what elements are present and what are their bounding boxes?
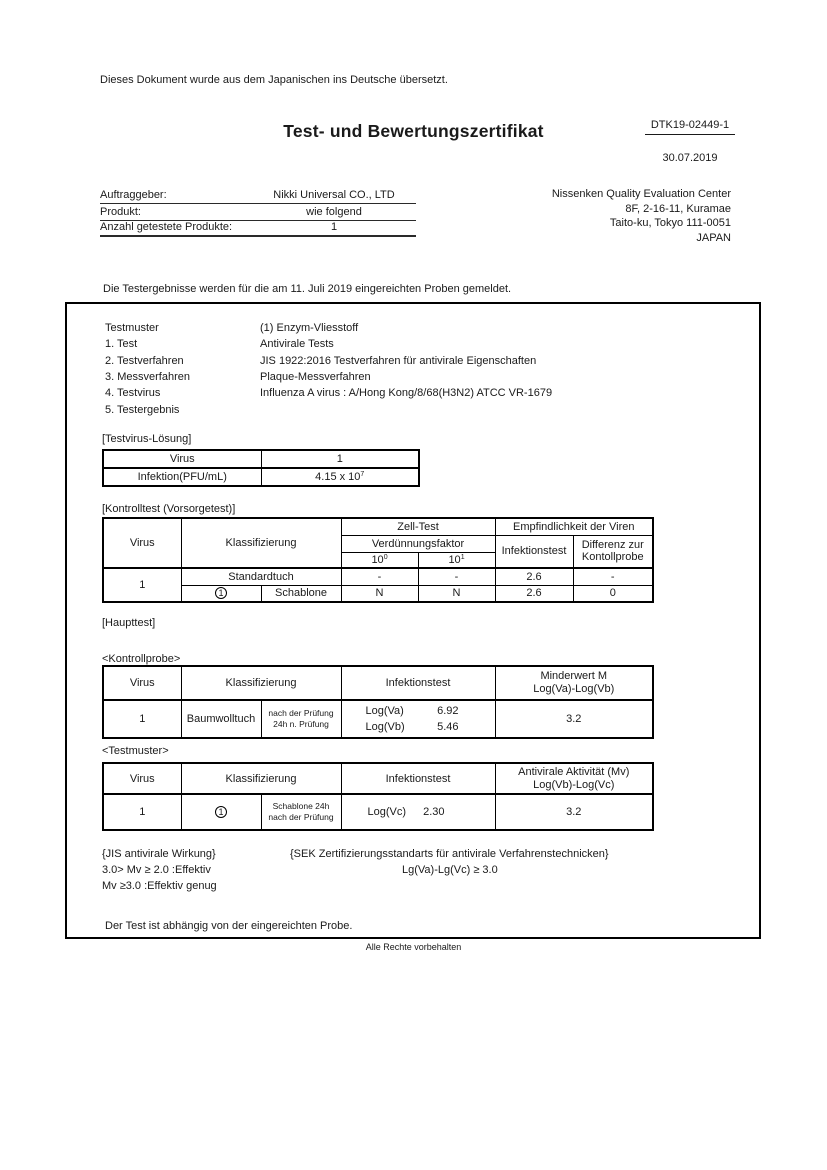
ts-cell-virus: 1 <box>103 794 181 830</box>
dilution-exp: 0 <box>383 553 388 561</box>
cp-cell-diff: 0 <box>573 585 653 602</box>
cs-condition-line2: 24h n. Prüfung <box>273 719 329 729</box>
client-label: Auftraggeber: <box>100 189 167 202</box>
sek-note-title: {SEK Zertifizierungsstandarts für antivirale Verfahrenstechnicken} <box>290 848 609 860</box>
issuer-address-line2: Taito-ku, Tokyo 111-0051 <box>609 217 731 230</box>
cs-header-klass: Klassifizierung <box>181 666 341 700</box>
disclaimer-line: Der Test ist abhängig von der eingereichten Probe. <box>105 920 353 932</box>
cs-header-virus: Virus <box>103 666 181 700</box>
cs-cell-inf <box>341 700 495 738</box>
cs-inf-value2: 5.46 <box>437 721 459 733</box>
specimen-info <box>105 320 725 418</box>
vs-virus-header: Virus <box>103 450 261 468</box>
issuer-address <box>491 187 731 245</box>
translation-note: Dieses Dokument wurde aus dem Japanischen ins Deutsche übersetzt. <box>100 74 448 86</box>
virus-solution-table <box>102 449 420 487</box>
cs-cell-result: 3.2 <box>495 700 653 738</box>
dilution-exp: 1 <box>460 553 465 561</box>
spec-label: 2. Testverfahren <box>105 354 184 367</box>
cs-condition-line1: nach der Prüfung <box>268 708 334 718</box>
cs-inf-label2: Log(Vb) <box>365 721 405 733</box>
spec-row <box>105 336 725 352</box>
page-title: Test- und Bewertungszertifikat <box>283 121 544 141</box>
cp-cell-d2: - <box>418 568 495 585</box>
spec-row <box>105 401 725 417</box>
client-value: 1 <box>330 221 338 234</box>
spec-label: 3. Messverfahren <box>105 371 190 384</box>
ts-cell-inf <box>341 794 495 830</box>
spec-row <box>105 369 725 385</box>
cp-header-empfindlichkeit: Empfindlichkeit der Viren <box>495 518 653 535</box>
cp-cell-d1: N <box>341 585 418 602</box>
cp-cell-virus: 1 <box>103 568 181 602</box>
ts-header-virus: Virus <box>103 763 181 794</box>
ts-condition-line1: Schablone 24h <box>272 801 330 811</box>
control-pretest-table <box>102 517 654 603</box>
sek-note-line1: Lg(Va)-Lg(Vc) ≥ 3.0 <box>402 864 498 876</box>
cs-header-result <box>495 666 653 700</box>
cp-cell-mark <box>181 585 261 602</box>
main-test-section-label: [Haupttest] <box>102 617 156 629</box>
cp-cell-inf: 2.6 <box>495 585 573 602</box>
client-info <box>100 188 416 237</box>
vs-infection-label: Infektion(PFU/mL) <box>103 468 261 486</box>
cs-inf-row2 <box>344 719 493 735</box>
ts-inf-value: 2.30 <box>423 806 445 818</box>
circled-1-icon: 1 <box>215 806 227 818</box>
ts-inf-row <box>344 806 493 818</box>
spec-row <box>105 385 725 401</box>
client-row-anzahl <box>100 221 416 237</box>
jis-note-line2: Mv ≥3.0 :Effektiv genug <box>102 880 217 892</box>
vs-infection-base: 4.15 x 10 <box>315 471 361 483</box>
spec-label: Testmuster <box>105 322 159 335</box>
document-date: 30.07.2019 <box>662 152 718 164</box>
cs-header-inf: Infektionstest <box>341 666 495 700</box>
jis-note-title: {JIS antivirale Wirkung} <box>102 848 216 860</box>
ts-header-klass: Klassifizierung <box>181 763 341 794</box>
spec-row <box>105 353 725 369</box>
document-number: DTK19-02449-1 <box>645 119 735 135</box>
ts-inf-label: Log(Vc) <box>367 806 407 818</box>
cp-header-dilution-1 <box>418 552 495 568</box>
spec-value: JIS 1922:2016 Testverfahren für antivirale Eigenschaften <box>260 354 537 367</box>
dilution-base: 10 <box>371 553 384 566</box>
rights-reserved-line: Alle Rechte vorbehalten <box>365 942 462 952</box>
client-label: Anzahl getestete Produkte: <box>100 221 233 234</box>
spec-label: 4. Testvirus <box>105 387 161 400</box>
spec-row <box>105 320 725 336</box>
control-pretest-section-label: [Kontrolltest (Vorsorgetest)] <box>102 503 236 515</box>
circled-1-icon: 1 <box>215 587 227 599</box>
test-sample-table <box>102 762 654 831</box>
spec-value: Influenza A virus : A/Hong Kong/8/68(H3N2) ATCC VR-1679 <box>260 387 553 400</box>
cp-cell-klass: Standardtuch <box>181 568 341 585</box>
control-sample-label: <Kontrollprobe> <box>102 653 181 665</box>
result-box <box>65 302 761 939</box>
cp-header-zelltest: Zell-Test <box>341 518 495 535</box>
client-row-produkt <box>100 204 416 220</box>
cp-cell-klass: Schablone <box>261 585 341 602</box>
ts-cell-condition <box>261 794 341 830</box>
cp-cell-d2: N <box>418 585 495 602</box>
issuer-address-line1: 8F, 2-16-11, Kuramae <box>625 202 731 215</box>
cs-inf-value1: 6.92 <box>437 705 459 717</box>
cp-cell-inf: 2.6 <box>495 568 573 585</box>
virus-solution-section-label: [Testvirus-Lösung] <box>102 433 192 445</box>
cs-header-result-line2: Log(Va)-Log(Vb) <box>533 683 615 695</box>
spec-label: 1. Test <box>105 338 138 351</box>
spec-value: Antivirale Tests <box>260 338 334 351</box>
control-sample-table <box>102 665 654 739</box>
ts-cell-mark <box>181 794 261 830</box>
cp-cell-d1: - <box>341 568 418 585</box>
cs-cell-klass: Baumwolltuch <box>181 700 261 738</box>
test-sample-label: <Testmuster> <box>102 745 169 757</box>
ts-header-result <box>495 763 653 794</box>
vs-infection-value <box>261 468 419 486</box>
issuer-country: JAPAN <box>696 231 731 244</box>
cp-header-differenz: Differenz zur Kontollprobe <box>573 535 653 568</box>
intro-line: Die Testergebnisse werden für die am 11. Juli 2019 eingereichten Proben gemeldet. <box>103 283 512 295</box>
ts-header-inf: Infektionstest <box>341 763 495 794</box>
client-value: Nikki Universal CO., LTD <box>273 189 395 202</box>
spec-value: Plaque-Messverfahren <box>260 371 371 384</box>
cs-header-result-line1: Minderwert M <box>540 670 608 682</box>
cs-cell-virus: 1 <box>103 700 181 738</box>
ts-header-result-line2: Log(Vb)-Log(Vc) <box>533 778 615 791</box>
spec-value: (1) Enzym-Vliesstoff <box>260 322 359 335</box>
ts-condition-line2: nach der Prüfung <box>268 812 334 822</box>
jis-note-line1: 3.0> Mv ≥ 2.0 :Effektiv <box>102 864 211 876</box>
dilution-base: 10 <box>448 553 461 566</box>
cp-header-infektionstest: Infektionstest <box>495 535 573 568</box>
cp-header-verduennungsfaktor: Verdünnungsfaktor <box>341 535 495 552</box>
client-value: wie folgend <box>306 205 362 218</box>
cp-header-virus: Virus <box>103 518 181 568</box>
cp-header-dilution-0 <box>341 552 418 568</box>
ts-header-result-line1: Antivirale Aktivität (Mv) <box>518 765 630 778</box>
cp-cell-diff: - <box>573 568 653 585</box>
vs-virus-number: 1 <box>261 450 419 468</box>
cs-cell-condition <box>261 700 341 738</box>
cp-header-klassifizierung: Klassifizierung <box>181 518 341 568</box>
ts-cell-result: 3.2 <box>495 794 653 830</box>
issuer-name: Nissenken Quality Evaluation Center <box>551 188 731 200</box>
cs-inf-label1: Log(Va) <box>365 705 404 717</box>
vs-infection-exponent: 7 <box>360 471 365 478</box>
client-label: Produkt: <box>100 205 141 218</box>
cs-inf-row1 <box>344 703 493 719</box>
spec-label: 5. Testergebnis <box>105 403 180 416</box>
client-row-auftraggeber <box>100 188 416 204</box>
